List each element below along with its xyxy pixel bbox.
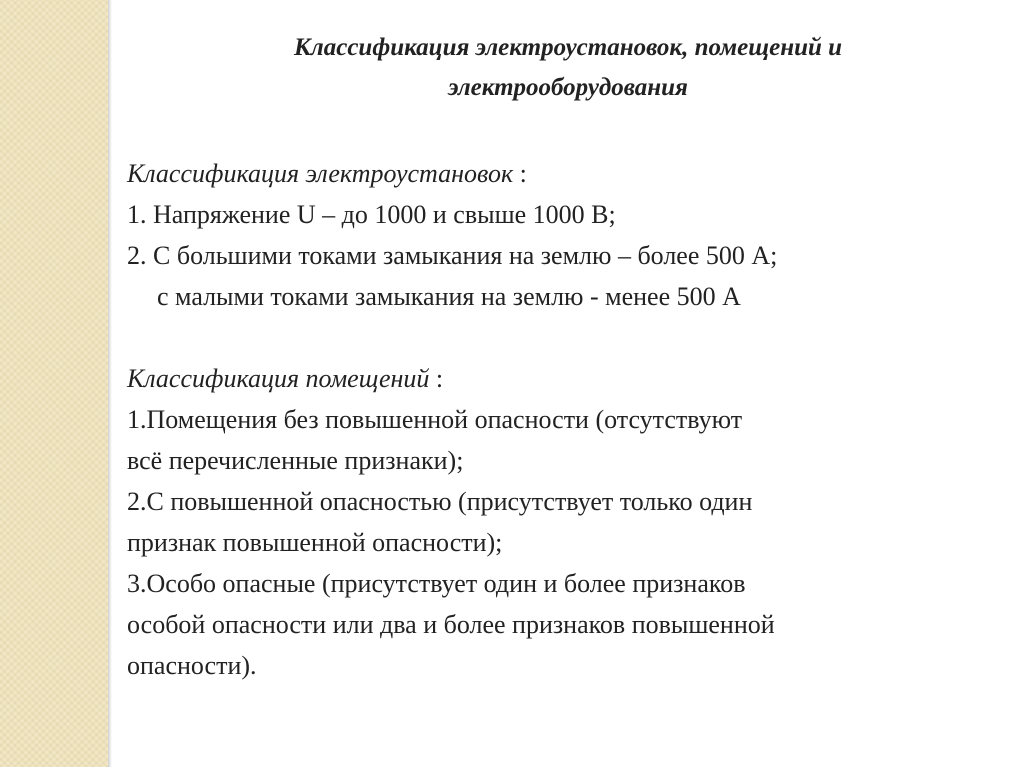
rooms-heading-suffix: : [429, 364, 444, 393]
rooms-item-3: 3.Особо опасные (присутствует один и более признаков [127, 569, 746, 598]
rooms-heading [127, 358, 1007, 399]
installations-item-2-continued: с малыми токами замыкания на землю - менее 500 А [157, 282, 741, 311]
rooms-item-2: 2.С повышенной опасностью (присутствует только один [127, 487, 753, 516]
slide-title-line-1: Классификация электроустановок, помещений и [293, 34, 843, 61]
rooms-item-3-continued: особой опасности или два и более признаков повышенной [127, 610, 775, 639]
rooms-item-3-end: опасности). [127, 651, 257, 680]
installations-heading [127, 153, 1007, 194]
slide-content [127, 153, 1007, 686]
slide [112, 0, 1024, 767]
slide-title-line-2: электрооборудования [448, 74, 688, 101]
installations-item-1: 1. Напряжение U – до 1000 и свыше 1000 В; [127, 200, 616, 229]
slide-title [112, 28, 1024, 108]
installations-item-2: 2. С большими токами замыкания на землю – более 500 А; [127, 241, 778, 270]
rooms-item-2-continued: признак повышенной опасности); [127, 528, 503, 557]
rooms-item-1: 1.Помещения без повышенной опасности (отсутствуют [127, 405, 743, 434]
installations-heading-suffix: : [513, 159, 527, 188]
decorative-side-strip [0, 0, 108, 767]
rooms-item-1-continued: всё перечисленные признаки); [127, 446, 464, 475]
installations-heading-text: Классификация электроустановок [127, 159, 514, 188]
rooms-heading-text: Классификация помещений [127, 364, 430, 393]
section-spacer [127, 317, 1007, 358]
